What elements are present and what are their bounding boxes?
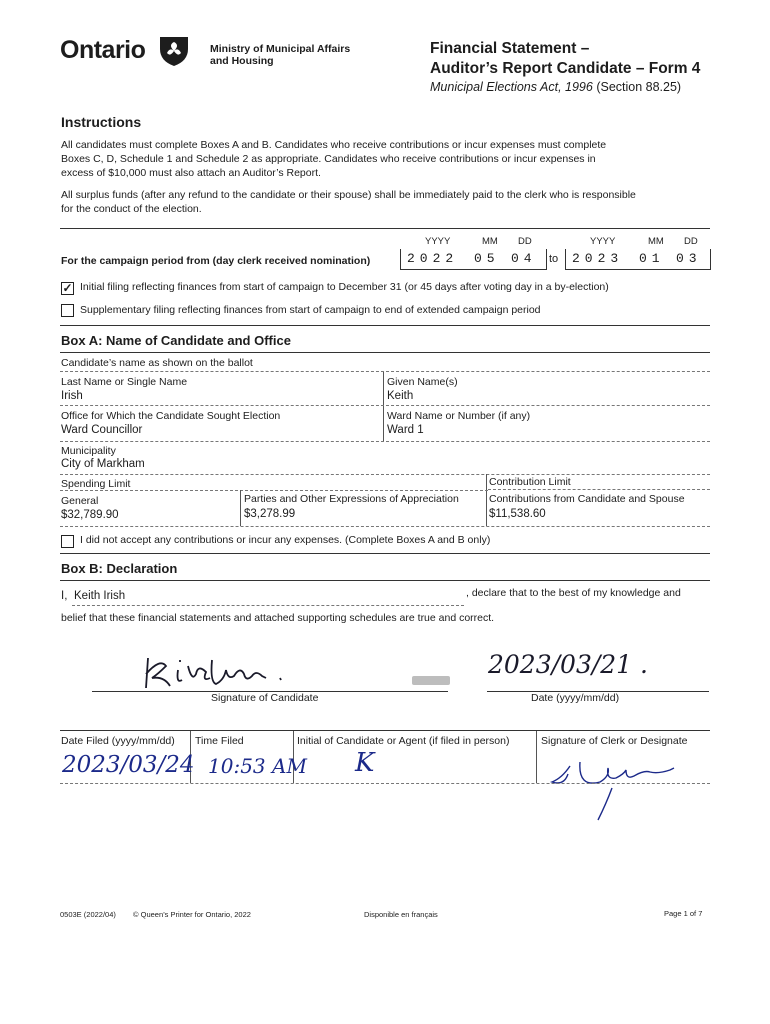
form-code: 0503E (2022/04)	[60, 910, 116, 919]
ministry-name	[210, 43, 350, 67]
last-name-value[interactable]: Irish	[61, 390, 83, 402]
instructions-line: All surplus funds (after any refund to the candidate or their spouse) shall be immediately paid to the clerk who is responsible	[61, 189, 636, 201]
to-dd-label: DD	[684, 236, 698, 247]
belief-text: belief that these financial statements and attached supporting schedules are true and correct.	[61, 612, 495, 624]
instructions-line: All candidates must complete Boxes A and B. Candidates who receive contributions or incur expenses must complete	[61, 139, 607, 151]
divider	[488, 489, 710, 490]
divider	[60, 352, 710, 353]
divider	[60, 526, 710, 527]
ministry-line2: and Housing	[210, 55, 274, 67]
divider	[60, 553, 710, 554]
from-mm-label: MM	[482, 236, 498, 247]
ballot-name-label: Candidate’s name as shown on the ballot	[61, 357, 253, 369]
name-underline	[72, 605, 464, 606]
from-day: 04	[511, 251, 537, 266]
contribution-limit-label: Contribution Limit	[489, 476, 571, 488]
column-divider	[536, 731, 537, 783]
general-label: General	[61, 495, 99, 507]
act-reference	[430, 80, 681, 94]
column-divider	[486, 474, 487, 526]
declare-text: , declare that to the best of my knowledge and	[466, 587, 681, 599]
ward-label: Ward Name or Number (if any)	[387, 410, 531, 422]
column-divider	[383, 372, 384, 442]
no-contributions-label: I did not accept any contributions or incur any expenses. (Complete Boxes A and B only)	[80, 534, 491, 546]
divider	[60, 474, 710, 475]
declarant-name[interactable]: Keith Irish	[74, 590, 126, 602]
initial-filing-checkbox[interactable]: ✓	[62, 281, 73, 295]
from-month: 05	[474, 251, 500, 266]
date-filed-value[interactable]: 2023/03/24	[62, 752, 195, 778]
column-divider	[240, 490, 241, 526]
supplementary-filing-checkbox[interactable]	[61, 304, 74, 317]
to-mm-label: MM	[648, 236, 664, 247]
box-a-heading: Box A: Name of Candidate and Office	[61, 333, 291, 348]
to-month: 01	[639, 251, 665, 266]
to-year: 2023	[572, 251, 624, 266]
contrib-candidate-value[interactable]: $11,538.60	[489, 508, 546, 520]
office-label: Office for Which the Candidate Sought Election	[61, 410, 281, 422]
clerk-signature-label: Signature of Clerk or Designate	[541, 735, 688, 747]
ministry-line1: Ministry of Municipal Affairs	[210, 43, 351, 55]
parties-label: Parties and Other Expressions of Appreciation	[244, 493, 459, 505]
french-availability: Disponible en français	[364, 910, 438, 919]
to-word: to	[549, 253, 559, 265]
initial-filing-label: Initial filing reflecting finances from start of campaign to December 31 (or 45 days after voting day in a by-election)	[80, 281, 609, 293]
instructions-line: excess of $10,000 must also attach an Auditor’s Report.	[61, 167, 321, 179]
to-day: 03	[676, 251, 702, 266]
last-name-label: Last Name or Single Name	[61, 376, 188, 388]
act-name: Municipal Elections Act, 1996	[430, 80, 593, 94]
divider	[60, 580, 710, 581]
candidate-signature-icon	[140, 652, 300, 692]
initial-value[interactable]: K	[355, 748, 375, 778]
divider	[60, 730, 710, 731]
divider	[60, 371, 710, 372]
divider	[60, 783, 710, 784]
form-title-line1: Financial Statement –	[430, 40, 590, 57]
from-yyyy-label: YYYY	[425, 236, 451, 247]
box-b-heading: Box B: Declaration	[61, 561, 178, 576]
general-value[interactable]: $32,789.90	[61, 509, 119, 521]
to-date-field[interactable]	[565, 249, 711, 270]
municipality-label: Municipality	[61, 445, 116, 457]
sign-here-tab	[412, 676, 450, 685]
initial-label: Initial of Candidate or Agent (if filed in person)	[297, 735, 510, 747]
instructions-heading: Instructions	[61, 114, 142, 130]
copyright: © Queen’s Printer for Ontario, 2022	[133, 910, 251, 919]
clerk-signature-icon	[540, 748, 690, 823]
divider	[60, 325, 710, 326]
given-name-label: Given Name(s)	[387, 376, 458, 388]
signing-date-handwritten: 2023/03/21 .	[488, 650, 648, 679]
divider	[60, 441, 710, 442]
divider	[60, 228, 710, 229]
trillium-logo-icon	[158, 33, 190, 67]
given-name-value[interactable]: Keith	[387, 390, 414, 402]
no-contributions-checkbox[interactable]	[61, 535, 74, 548]
from-dd-label: DD	[518, 236, 532, 247]
spending-limit-label: Spending Limit	[61, 478, 131, 490]
municipality-value[interactable]: City of Markham	[61, 458, 145, 470]
divider	[60, 490, 488, 491]
form-title-line2: Auditor’s Report Candidate – Form 4	[430, 60, 701, 77]
instructions-paragraph-2	[61, 188, 701, 216]
instructions-paragraph-1	[61, 138, 701, 180]
signature-label: Signature of Candidate	[211, 692, 319, 704]
campaign-period-label: For the campaign period from (day clerk received nomination)	[61, 255, 371, 267]
instructions-line: Boxes C, D, Schedule 1 and Schedule 2 as appropriate. Candidates who receive contributions or incur expenses in	[61, 153, 596, 165]
ward-value[interactable]: Ward 1	[387, 424, 424, 436]
contrib-candidate-label: Contributions from Candidate and Spouse	[489, 493, 685, 505]
declaration-i: I,	[61, 590, 68, 602]
from-year: 2022	[407, 251, 459, 266]
ontario-logo-text: Ontario	[60, 36, 146, 64]
divider	[60, 405, 710, 406]
office-value[interactable]: Ward Councillor	[61, 424, 143, 436]
supplementary-filing-label: Supplementary filing reflecting finances from start of campaign to end of extended campaign period	[80, 304, 541, 316]
act-section: (Section 88.25)	[596, 80, 682, 94]
to-yyyy-label: YYYY	[590, 236, 616, 247]
time-filed-label: Time Filed	[195, 735, 244, 747]
parties-value[interactable]: $3,278.99	[244, 508, 296, 520]
date-label: Date (yyyy/mm/dd)	[531, 692, 620, 704]
from-date-field[interactable]	[400, 249, 547, 270]
page-number: Page 1 of 7	[664, 909, 703, 918]
instructions-line: for the conduct of the election.	[61, 203, 202, 215]
date-filed-label: Date Filed (yyyy/mm/dd)	[61, 735, 175, 747]
time-filed-value[interactable]: 10:53 AM	[208, 754, 307, 778]
